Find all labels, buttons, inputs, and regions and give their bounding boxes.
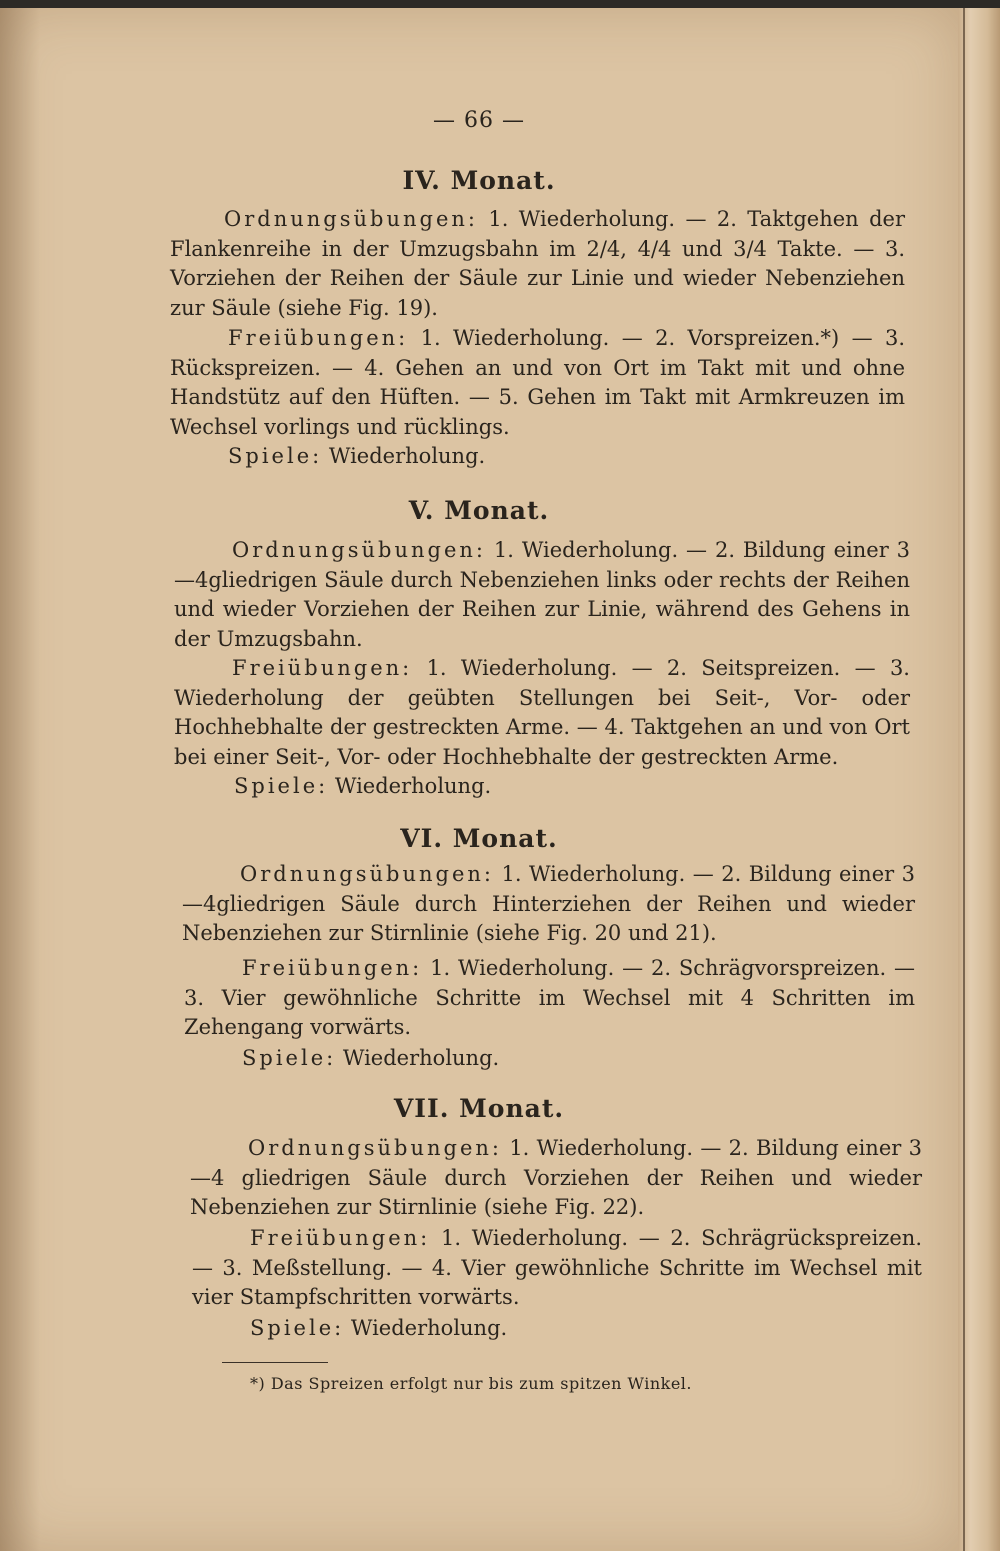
gutter-shadow — [0, 8, 40, 1551]
paragraph-vi-freiuebungen — [184, 954, 915, 1043]
paragraph-lead: Freiübungen: — [232, 656, 413, 680]
paragraph-vii-ordnungsuebungen — [190, 1134, 922, 1223]
section-heading-iv: IV. Monat. — [402, 166, 556, 195]
paragraph-text: 1. Wiederholung. — 2. Schrägvorspreizen. — 3. Vier gewöhnliche Schritte im Wechsel mit 4 Schritten im Zehengang vorwärts. — [184, 956, 915, 1039]
book-page — [0, 8, 958, 1551]
section-heading-vii: VII. Monat. — [393, 1094, 565, 1123]
paragraph-iv-spiele — [228, 442, 905, 472]
paragraph-lead: Ordnungsübungen: — [240, 862, 494, 886]
footnote: *) Das Spreizen erfolgt nur bis zum spitzen Winkel. — [250, 1374, 692, 1393]
paragraph-lead: Ordnungsübungen: — [232, 538, 486, 562]
paragraph-text: Wiederholung. — [336, 1046, 500, 1070]
paragraph-vi-ordnungsuebungen — [182, 860, 915, 949]
paragraph-lead: Ordnungsübungen: — [224, 207, 478, 231]
paragraph-v-freiuebungen — [174, 654, 910, 772]
paragraph-text: 1. Wiederholung. — 2. Taktgehen der Flankenreihe in der Umzugsbahn im 2/4, 4/4 und 3/4 Takte. — 3. Vorziehen der Reihen der Säule zur Linie und wieder Nebenziehen zur Säule (siehe Fig. 19). — [170, 207, 905, 320]
paragraph-lead: Spiele: — [250, 1316, 345, 1340]
paragraph-vi-spiele — [242, 1044, 915, 1074]
page-number: — 66 — — [433, 108, 525, 133]
paragraph-lead: Spiele: — [228, 444, 323, 468]
paragraph-v-ordnungsuebungen — [174, 536, 910, 654]
paragraph-vii-freiuebungen — [192, 1224, 922, 1313]
paragraph-text: 1. Wiederholung. — 2. Bildung einer 3—4gliedrigen Säule durch Nebenziehen links oder rechts der Reihen und wieder Vorziehen der Reihen zur Linie, während des Gehens in der Umzugsbahn. — [174, 538, 910, 651]
paragraph-text: 1. Wiederholung. — 2. Seitspreizen. — 3. Wiederholung der geübten Stellungen bei Seit-, Vor- oder Hochhebhalte der gestreckten Arme. — 4. Taktgehen an und von Ort bei einer Seit-, Vor- oder Hochhebhalte der gestreckten Arme. — [174, 656, 910, 769]
footnote-divider — [222, 1362, 328, 1363]
paragraph-text: 1. Wiederholung. — 2. Schrägrückspreizen. — 3. Meßstellung. — 4. Vier gewöhnliche Schritte im Wechsel mit vier Stampfschritten vorwärts. — [192, 1226, 922, 1309]
paragraph-lead: Freiübungen: — [228, 326, 409, 350]
paragraph-text: Wiederholung. — [322, 444, 486, 468]
paragraph-lead: Spiele: — [234, 774, 329, 798]
paragraph-text: 1. Wiederholung. — 2. Vorspreizen.*) — 3. Rückspreizen. — 4. Gehen an und von Ort im Takt mit und ohne Handstütz auf den Hüften. — 5. Gehen im Takt mit Armkreuzen im Wechsel vorlings und rücklings. — [170, 326, 905, 439]
section-heading-vi: VI. Monat. — [400, 824, 558, 853]
paragraph-iv-freiuebungen — [170, 324, 905, 442]
paragraph-lead: Ordnungsübungen: — [248, 1136, 502, 1160]
paragraph-text: 1. Wiederholung. — 2. Bildung einer 3—4 gliedrigen Säule durch Vorziehen der Reihen und wieder Nebenziehen zur Stirnlinie (siehe Fig. 22). — [190, 1136, 922, 1219]
paragraph-text: Wiederholung. — [328, 774, 492, 798]
paragraph-v-spiele — [234, 772, 910, 802]
paragraph-lead: Freiübungen: — [250, 1226, 431, 1250]
paragraph-iv-ordnungsuebungen — [170, 205, 905, 323]
paragraph-lead: Spiele: — [242, 1046, 337, 1070]
paragraph-vii-spiele — [250, 1314, 922, 1344]
page-edge-line — [963, 8, 965, 1551]
section-heading-v: V. Monat. — [408, 496, 550, 525]
paragraph-lead: Freiübungen: — [242, 956, 423, 980]
paragraph-text: Wiederholung. — [344, 1316, 508, 1340]
paragraph-text: 1. Wiederholung. — 2. Bildung einer 3—4gliedrigen Säule durch Hinterziehen der Reihen und wieder Nebenziehen zur Stirnlinie (siehe Fig. 20 und 21). — [182, 862, 915, 945]
